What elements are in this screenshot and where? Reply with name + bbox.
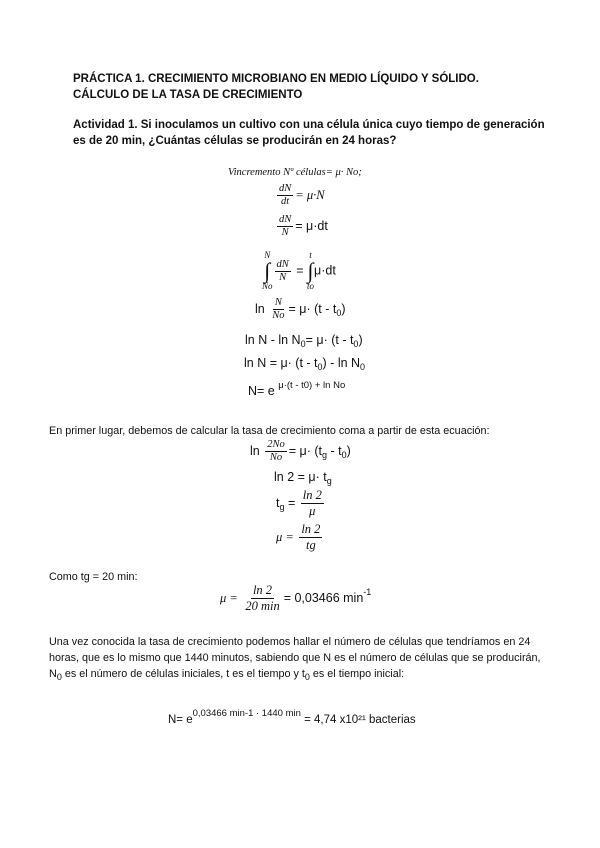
equation-ln-ratio: ln $\frac{N}{No}$ = $\mu\cdot (t - t_0)$ (255, 297, 346, 321)
equation-dN-dt: $\frac{dN}{dt}$ = μ·N (279, 183, 325, 207)
equation-ln2: $\ln 2 = \mu\cdot t_g$ (274, 470, 332, 486)
equation-final-result: $N= e^{0,03466 min-1 \cdot 1440 min} = 4,74$ x10²¹ bacterias (168, 708, 416, 726)
paragraph-tg-value: Como tg = 20 min: (49, 571, 138, 583)
activity-question-line1: Actividad 1. Si inoculamos un cultivo con una célula única cuyo tiempo de generación (73, 119, 545, 131)
equation-ln-N: $\ln N = \mu\cdot (t - t_0) - \ln N_0$ (244, 356, 366, 372)
paragraph-final-line1: Una vez conocida la tasa de crecimiento podemos hallar el número de células que tendríamos en 24 (49, 636, 531, 648)
equation-mu: μ = $\frac{\ln 2}{tg}$ (276, 522, 321, 552)
page-subtitle: CÁLCULO DE LA TASA DE CRECIMIENTO (73, 89, 303, 101)
paragraph-growth-rate-intro: En primer lugar, debemos de calcular la tasa de crecimiento coma a partir de esta ecuación: (49, 425, 490, 437)
equation-separated: $\frac{dN}{N}$ = μ·dt (279, 214, 328, 238)
equation-tg: $t_g$ = $\frac{\ln 2}{\mu}$ (276, 488, 322, 518)
page-title: PRÁCTICA 1. CRECIMIENTO MICROBIANO EN MEDIO LÍQUIDO Y SÓLIDO. (73, 73, 479, 85)
activity-question-line2: es de 20 min, ¿Cuántas células se producirán en 24 horas? (73, 135, 397, 147)
paragraph-final-line2: horas, que es lo mismo que 1440 minutos, sabiendo que N es el número de células que se producirán, (49, 652, 541, 664)
equation-integral: N ∫ No $\frac{dN}{N}$ = t ∫ to μ·dt (262, 250, 336, 291)
equation-rate-definition: Vincremento Nº células= μ· No; (228, 167, 362, 178)
equation-exponential: N= e $^{\mu\cdot(t - t0) + ln No}$ (248, 380, 346, 398)
equation-mu-value: μ = $\frac{\ln 2}{20 \min}$ = 0,03466 $\min^{-1}$ (220, 583, 372, 613)
equation-ln-difference: $\ln N - \ln N_0= \mu\cdot (t - t_0)$ (245, 333, 363, 349)
equation-generation-ln: ln $\frac{2No}{No}$ = $\mu\cdot (t_g - t_0)$ (250, 439, 351, 463)
paragraph-final-line3: $N_0$ es el número de células iniciales, t es el tiempo y $t_0$ es el tiempo inicial: (49, 668, 405, 682)
